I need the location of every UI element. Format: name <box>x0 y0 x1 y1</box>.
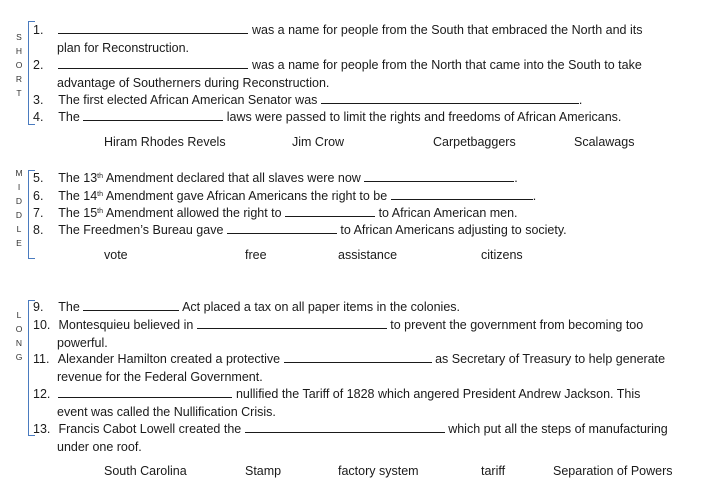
word-bank-2-item: free <box>245 248 267 262</box>
word-bank-1-item: Hiram Rhodes Revels <box>104 135 226 149</box>
question-10: 10. Montesquieu believed in to prevent the government from becoming too powerful. <box>33 318 644 350</box>
word-bank-3-item: South Carolina <box>104 464 187 478</box>
question-9: 9. The Act placed a tax on all paper items in the colonies. <box>33 300 461 314</box>
question-13: 13. Francis Cabot Lowell created the which put all the steps of manufacturing under one roof. <box>33 422 668 454</box>
answer-blank-2[interactable] <box>58 56 248 69</box>
answer-blank-4[interactable] <box>83 108 223 121</box>
question-11: 11. Alexander Hamilton created a protective as Secretary of Treasury to help generate revenue for the Federal Government. <box>33 352 666 384</box>
section-label-long: L O N G <box>15 310 23 362</box>
answer-blank-11[interactable] <box>284 350 432 363</box>
section-label-short: S H O R T <box>15 32 23 98</box>
question-1: 1. was a name for people from the South that embraced the North and its plan for Reconstruction. <box>33 23 643 55</box>
word-bank-3-item: Stamp <box>245 464 282 478</box>
answer-blank-13[interactable] <box>245 420 445 433</box>
answer-blank-7[interactable] <box>285 204 375 217</box>
answer-blank-6[interactable] <box>391 187 533 200</box>
word-bank-3-item: tariff <box>481 464 506 478</box>
question-4: 4. The laws were passed to limit the rights and freedoms of African Americans. <box>33 110 622 124</box>
word-bank-3-item: Separation of Powers <box>553 464 673 478</box>
word-bank-3-item: factory system <box>338 464 419 478</box>
question-12: 12. nullified the Tariff of 1828 which angered President Andrew Jackson. This event was called the Nullification Crisis. <box>33 387 641 419</box>
question-8: 8. The Freedmen’s Bureau gave to African Americans adjusting to society. <box>33 223 567 237</box>
answer-blank-12[interactable] <box>58 385 232 398</box>
answer-blank-5[interactable] <box>364 169 514 182</box>
answer-blank-3[interactable] <box>321 91 579 104</box>
answer-blank-8[interactable] <box>227 221 337 234</box>
answer-blank-10[interactable] <box>197 316 387 329</box>
word-bank-2-item: vote <box>104 248 128 262</box>
word-bank-2-item: citizens <box>481 248 523 262</box>
answer-blank-1[interactable] <box>58 21 248 34</box>
question-3: 3. The first elected African American Senator was . <box>33 93 583 107</box>
word-bank-1-item: Jim Crow <box>292 135 345 149</box>
question-2: 2. was a name for people from the North that came into the South to take advantage of Southerners during Reconstruction. <box>33 58 642 90</box>
question-6: 6. The 14th Amendment gave African Americans the right to be . <box>33 189 537 203</box>
section-label-middle: M I D D L E <box>15 168 23 248</box>
answer-blank-9[interactable] <box>83 298 179 311</box>
word-bank-1-item: Scalawags <box>574 135 635 149</box>
word-bank-1-item: Carpetbaggers <box>433 135 516 149</box>
question-7: 7. The 15th Amendment allowed the right to to African American men. <box>33 206 518 220</box>
word-bank-2-item: assistance <box>338 248 398 262</box>
question-5: 5. The 13th Amendment declared that all slaves were now . <box>33 171 518 185</box>
